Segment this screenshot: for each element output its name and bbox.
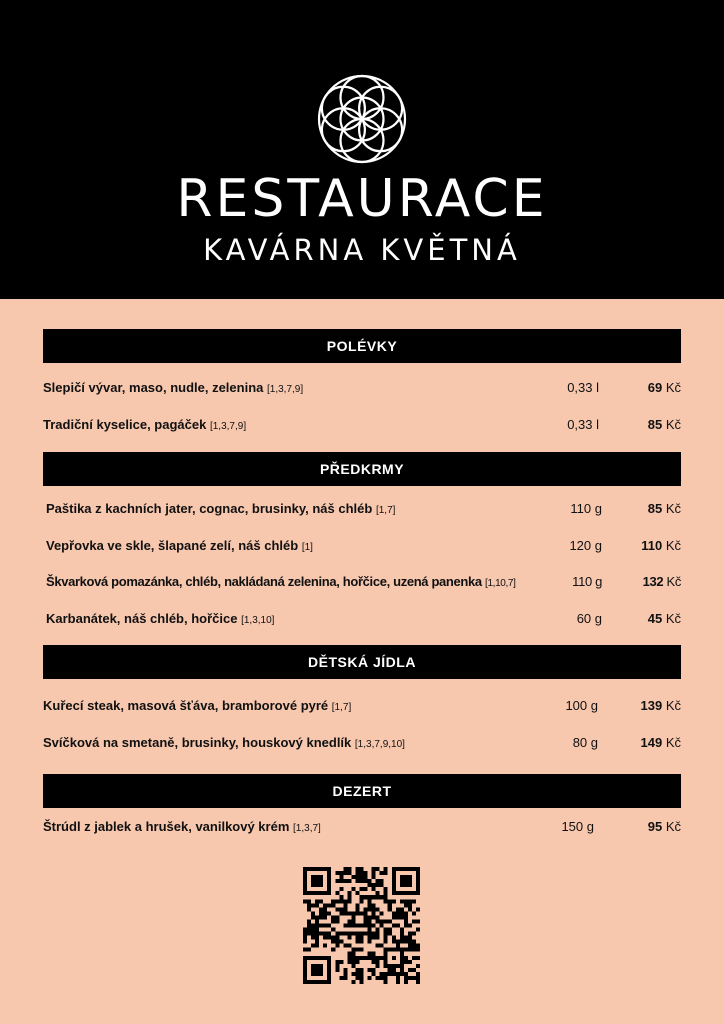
item-allergens: [1,3,7,9] [209,421,247,432]
item-price: 45 Kč [647,611,681,626]
restaurant-subtitle: KAVÁRNA KVĚTNÁ [203,233,521,267]
item-name: Kuřecí steak, masová šťáva, bramborové pyré [1,7] [43,698,352,713]
section-header-polevky: POLÉVKY [43,329,681,363]
item-price: 85 Kč [647,501,681,516]
item-allergens: [1,3,7] [293,823,321,834]
item-allergens: [1,7] [375,505,396,516]
item-name: Svíčková na smetaně, brusinky, houskový knedlík [1,3,7,9,10] [43,735,405,750]
item-price: 110 Kč [641,538,681,553]
item-allergens: [1,3,7,9,10] [354,739,405,750]
menu-item [46,607,681,631]
item-allergens: [1,7] [331,702,352,713]
item-name: Štrúdl z jablek a hrušek, vanilkový krém [1,3,7] [43,819,321,834]
item-price: 149 Kč [640,735,681,750]
item-quantity: 0,33 l [567,417,599,432]
item-quantity: 0,33 l [567,380,599,395]
item-quantity: 150 g [561,819,594,834]
item-name: Vepřovka ve skle, šlapané zelí, náš chléb [1] [46,538,313,553]
item-name: Tradiční kyselice, pagáček [1,3,7,9] [43,417,247,432]
section-header-predkrmy: PŘEDKRMY [43,452,681,486]
item-name: Karbanátek, náš chléb, hořčice [1,3,10] [46,611,275,626]
menu-item [46,534,681,558]
menu-item [46,497,681,521]
header [0,0,724,299]
item-allergens: [1,10,7] [485,578,516,589]
item-price: 139 Kč [640,698,681,713]
menu-item [43,376,681,400]
item-name: Paštika z kachních jater, cognac, brusinky, náš chléb [1,7] [46,501,396,516]
item-quantity: 80 g [572,735,598,750]
item-quantity: 100 g [565,698,598,713]
item-price: 95 Kč [647,819,681,834]
item-price: 132 Kč [642,574,681,589]
menu-item [43,815,681,839]
item-name: Škvarková pomazánka, chléb, nakládaná zelenina, hořčice, uzená panenka [1,10,7] [46,574,516,589]
section-header-detska-jidla: DĚTSKÁ JÍDLA [43,645,681,679]
section-header-dezert: DEZERT [43,774,681,808]
flower-of-life-icon [317,74,407,164]
item-quantity: 60 g [576,611,602,626]
item-name: Slepičí vývar, maso, nudle, zelenina [1,3,7,9] [43,380,304,395]
item-quantity: 110 g [570,501,602,516]
menu-item [46,570,681,594]
restaurant-title: RESTAURACE [176,169,548,229]
item-quantity: 110 g [572,574,602,589]
qr-code-icon[interactable] [303,867,420,984]
menu-item [43,413,681,437]
menu-item [43,694,681,718]
item-quantity: 120 g [569,538,602,553]
item-price: 85 Kč [647,417,681,432]
item-price: 69 Kč [647,380,681,395]
menu-item [43,731,681,755]
item-allergens: [1,3,7,9] [267,384,304,395]
item-allergens: [1,3,10] [241,615,275,626]
item-allergens: [1] [301,542,313,553]
